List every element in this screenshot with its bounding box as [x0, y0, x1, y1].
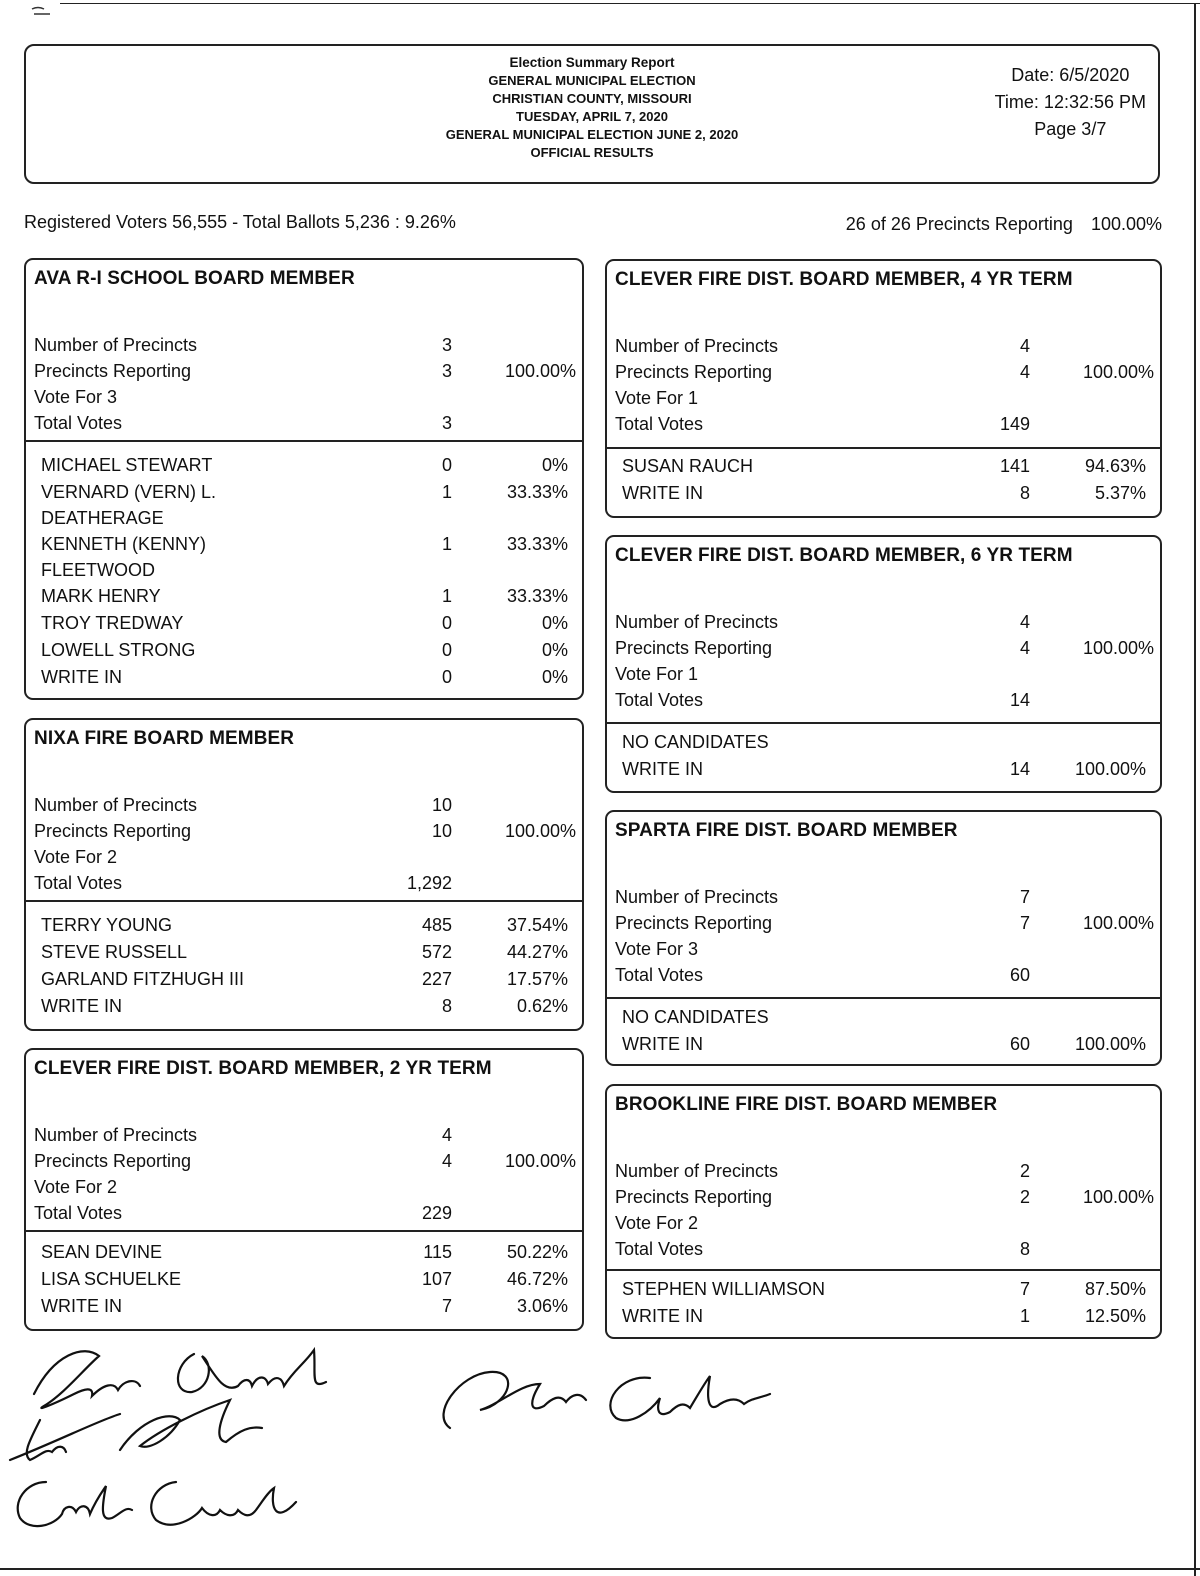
page-number: Page 3/7 — [1034, 119, 1107, 139]
race-stats — [607, 884, 1160, 988]
candidate-votes: 485 — [421, 915, 452, 935]
candidate-votes: 1 — [1019, 1306, 1030, 1326]
total-votes-row — [607, 1236, 1160, 1262]
precincts-reporting-row — [607, 1184, 1160, 1210]
race-divider — [26, 440, 582, 442]
stat-percent: 100.00% — [504, 1151, 576, 1171]
number-of-precincts-row — [26, 332, 582, 358]
stat-value: 4 — [441, 1125, 452, 1145]
candidate-percent: 100.00% — [1074, 759, 1146, 779]
candidate-name: WRITE IN — [622, 1034, 703, 1054]
race-divider — [26, 900, 582, 902]
candidate-votes: 227 — [421, 969, 452, 989]
candidate-votes: 60 — [1009, 1034, 1030, 1054]
candidate-percent: 0% — [541, 455, 568, 475]
stat-label: Number of Precincts — [34, 335, 198, 355]
candidate-name: NO CANDIDATES — [622, 732, 769, 752]
stat-label: Vote For 1 — [615, 388, 699, 408]
total-votes-row — [607, 411, 1160, 437]
stat-value: 4 — [1019, 336, 1030, 356]
candidate-percent: 0.62% — [516, 996, 568, 1016]
stat-label: Number of Precincts — [615, 612, 779, 632]
candidate-percent: 94.63% — [1084, 456, 1146, 476]
race-title: CLEVER FIRE DIST. BOARD MEMBER, 2 YR TERM — [34, 1058, 492, 1079]
candidate-name: SUSAN RAUCH — [622, 456, 754, 476]
race-box — [605, 259, 1162, 518]
precincts-reporting-pct: 100.00% — [1090, 214, 1162, 234]
stat-value: 60 — [1009, 965, 1030, 985]
candidate-row — [26, 1266, 582, 1293]
candidate-name: WRITE IN — [41, 996, 122, 1016]
candidate-percent: 0% — [541, 613, 568, 633]
precincts-reporting-row — [607, 635, 1160, 661]
candidate-percent: 87.50% — [1084, 1279, 1146, 1299]
candidate-votes: 8 — [1019, 483, 1030, 503]
registered-voters-summary: Registered Voters 56,555 - Total Ballots 5,236 : 9.26% — [24, 212, 456, 232]
candidate-name: VERNARD (VERN) L. DEATHERAGE — [41, 482, 217, 528]
election-date: TUESDAY, APRIL 7, 2020 — [516, 109, 668, 124]
number-of-precincts-row — [607, 333, 1160, 359]
total-votes-row — [607, 962, 1160, 988]
race-box — [24, 718, 584, 1031]
candidate-votes: 14 — [1009, 759, 1030, 779]
race-title: CLEVER FIRE DIST. BOARD MEMBER, 4 YR TERM — [615, 269, 1073, 290]
candidate-row — [26, 966, 582, 993]
results-status: OFFICIAL RESULTS — [530, 145, 654, 160]
candidate-row — [607, 729, 1160, 756]
race-stats — [607, 333, 1160, 437]
candidate-percent: 50.22% — [506, 1242, 568, 1262]
race-divider — [607, 722, 1160, 724]
stat-percent: 100.00% — [1082, 638, 1154, 658]
precincts-reporting-row — [26, 818, 582, 844]
candidate-percent: 12.50% — [1084, 1306, 1146, 1326]
right-border-line — [1194, 3, 1196, 1576]
number-of-precincts-row — [607, 609, 1160, 635]
candidate-row — [26, 1293, 582, 1320]
candidate-name: WRITE IN — [41, 1296, 122, 1316]
race-stats — [26, 332, 582, 436]
candidate-row — [26, 664, 582, 691]
number-of-precincts-row — [26, 792, 582, 818]
race-title: BROOKLINE FIRE DIST. BOARD MEMBER — [615, 1094, 998, 1115]
stat-label: Number of Precincts — [615, 336, 779, 356]
stat-label: Total Votes — [615, 690, 704, 710]
candidate-votes: 0 — [441, 667, 452, 687]
candidate-row — [607, 453, 1160, 480]
number-of-precincts-row — [607, 1158, 1160, 1184]
race-divider — [607, 997, 1160, 999]
stat-value: 2 — [1019, 1161, 1030, 1181]
stat-label: Precincts Reporting — [34, 821, 192, 841]
candidate-votes: 141 — [999, 456, 1030, 476]
candidate-votes: 0 — [441, 455, 452, 475]
stat-value: 3 — [441, 413, 452, 433]
stat-value: 10 — [431, 821, 452, 841]
stat-label: Vote For 2 — [615, 1213, 699, 1233]
stat-label: Number of Precincts — [615, 887, 779, 907]
stat-label: Total Votes — [615, 414, 704, 434]
candidate-row — [607, 1004, 1160, 1031]
report-title-block — [26, 54, 1158, 162]
candidate-name: LOWELL STRONG — [41, 640, 196, 660]
stat-label: Total Votes — [615, 965, 704, 985]
total-votes-row — [26, 410, 582, 436]
jurisdiction: CHRISTIAN COUNTY, MISSOURI — [492, 91, 692, 106]
stat-value: 8 — [1019, 1239, 1030, 1259]
candidate-name: MICHAEL STEWART — [41, 455, 213, 475]
scan-artifact-mark — [30, 6, 52, 16]
stat-value: 229 — [421, 1203, 452, 1223]
stat-label: Number of Precincts — [34, 795, 198, 815]
candidate-votes: 8 — [441, 996, 452, 1016]
report-header — [24, 44, 1160, 184]
candidate-row — [607, 1031, 1160, 1058]
candidate-list — [26, 1239, 582, 1320]
race-box — [605, 535, 1162, 793]
stat-value: 1,292 — [406, 873, 452, 893]
stat-value: 149 — [999, 414, 1030, 434]
candidate-votes: 115 — [423, 1242, 452, 1262]
candidate-votes: 572 — [421, 942, 452, 962]
candidate-votes: 1 — [441, 534, 452, 554]
stat-value: 4 — [441, 1151, 452, 1171]
candidate-row — [26, 531, 582, 583]
stat-label: Vote For 3 — [615, 939, 699, 959]
candidate-name: STEVE RUSSELL — [41, 942, 188, 962]
candidate-name: TERRY YOUNG — [41, 915, 173, 935]
candidate-row — [26, 1239, 582, 1266]
candidate-row — [26, 583, 582, 610]
stat-value: 7 — [1019, 887, 1030, 907]
race-divider — [26, 1230, 582, 1232]
candidate-row — [607, 756, 1160, 783]
candidate-row — [607, 1303, 1160, 1330]
candidate-percent: 46.72% — [506, 1269, 568, 1289]
vote-for-row — [26, 1174, 582, 1200]
vote-for-row — [607, 1210, 1160, 1236]
candidate-name: KENNETH (KENNY) FLEETWOOD — [41, 534, 207, 580]
candidate-row — [26, 610, 582, 637]
race-box — [24, 1048, 584, 1331]
stat-value: 3 — [441, 335, 452, 355]
top-border-line — [60, 3, 1200, 4]
stat-label: Total Votes — [34, 1203, 123, 1223]
stat-value: 7 — [1019, 913, 1030, 933]
candidate-list — [607, 453, 1160, 507]
signature-carla-essick — [6, 1462, 316, 1542]
stat-label: Precincts Reporting — [615, 362, 773, 382]
election-subtitle: GENERAL MUNICIPAL ELECTION JUNE 2, 2020 — [445, 127, 739, 142]
stat-label: Number of Precincts — [34, 1125, 198, 1145]
candidate-votes: 7 — [441, 1296, 452, 1316]
election-name: GENERAL MUNICIPAL ELECTION — [488, 73, 696, 88]
stat-label: Number of Precincts — [615, 1161, 779, 1181]
candidate-percent: 33.33% — [506, 586, 568, 606]
stat-label: Precincts Reporting — [615, 913, 773, 933]
report-title: Election Summary Report — [509, 55, 675, 70]
candidate-row — [26, 993, 582, 1020]
candidate-name: GARLAND FITZHUGH III — [41, 969, 245, 989]
candidate-percent: 100.00% — [1074, 1034, 1146, 1054]
stat-label: Precincts Reporting — [615, 638, 773, 658]
vote-for-row — [607, 385, 1160, 411]
precincts-reporting-row — [607, 359, 1160, 385]
race-stats — [26, 792, 582, 896]
precincts-reporting-row — [607, 910, 1160, 936]
candidate-percent: 17.57% — [506, 969, 568, 989]
candidate-list — [26, 912, 582, 1020]
candidate-percent: 5.37% — [1094, 483, 1146, 503]
candidate-votes: 107 — [421, 1269, 452, 1289]
candidate-name: STEPHEN WILLIAMSON — [622, 1279, 826, 1299]
candidate-votes: 1 — [441, 482, 452, 502]
precincts-reporting-summary — [846, 214, 1162, 235]
stat-value: 10 — [431, 795, 452, 815]
candidate-row — [26, 912, 582, 939]
candidate-name: WRITE IN — [41, 667, 122, 687]
total-votes-row — [26, 1200, 582, 1226]
precincts-reporting-row — [26, 358, 582, 384]
race-divider — [607, 447, 1160, 449]
stat-label: Vote For 2 — [34, 847, 118, 867]
candidate-percent: 0% — [541, 640, 568, 660]
stat-percent: 100.00% — [504, 821, 576, 841]
candidate-percent: 33.33% — [506, 534, 568, 554]
candidate-votes: 0 — [441, 613, 452, 633]
candidate-percent: 37.54% — [506, 915, 568, 935]
race-box — [605, 810, 1162, 1066]
precincts-reporting-row — [26, 1148, 582, 1174]
stat-value: 3 — [441, 361, 452, 381]
stat-label: Total Votes — [34, 413, 123, 433]
vote-for-row — [26, 384, 582, 410]
race-divider — [607, 1269, 1160, 1271]
stat-percent: 100.00% — [1082, 362, 1154, 382]
report-time: Time: 12:32:56 PM — [994, 92, 1146, 112]
total-votes-row — [26, 870, 582, 896]
number-of-precincts-row — [607, 884, 1160, 910]
stat-value: 4 — [1019, 362, 1030, 382]
bottom-border-line — [0, 1568, 1200, 1570]
stat-label: Precincts Reporting — [615, 1187, 773, 1207]
candidate-votes: 0 — [441, 640, 452, 660]
candidate-percent: 33.33% — [506, 482, 568, 502]
candidate-name: LISA SCHUELKE — [41, 1269, 182, 1289]
candidate-name: SEAN DEVINE — [41, 1242, 163, 1262]
race-box — [605, 1084, 1162, 1339]
stat-label: Vote For 1 — [615, 664, 699, 684]
stat-label: Precincts Reporting — [34, 1151, 192, 1171]
candidate-row — [607, 1276, 1160, 1303]
vote-for-row — [607, 661, 1160, 687]
candidate-percent: 3.06% — [516, 1296, 568, 1316]
stat-value: 14 — [1009, 690, 1030, 710]
stat-percent: 100.00% — [1082, 1187, 1154, 1207]
stat-label: Vote For 3 — [34, 387, 118, 407]
stat-label: Vote For 2 — [34, 1177, 118, 1197]
report-date: Date: 6/5/2020 — [1011, 65, 1130, 85]
race-stats — [26, 1122, 582, 1226]
candidate-name: WRITE IN — [622, 759, 703, 779]
candidate-votes: 7 — [1019, 1279, 1030, 1299]
candidate-row — [26, 479, 582, 531]
precincts-reporting-text: 26 of 26 Precincts Reporting — [845, 214, 1073, 234]
candidate-row — [26, 637, 582, 664]
candidate-list — [607, 729, 1160, 783]
stat-label: Total Votes — [615, 1239, 704, 1259]
candidate-list — [26, 452, 582, 691]
stat-label: Total Votes — [34, 873, 123, 893]
stat-value: 4 — [1019, 638, 1030, 658]
candidate-percent: 44.27% — [506, 942, 568, 962]
candidate-name: TROY TREDWAY — [41, 613, 184, 633]
total-votes-row — [607, 687, 1160, 713]
number-of-precincts-row — [26, 1122, 582, 1148]
candidate-name: WRITE IN — [622, 1306, 703, 1326]
vote-for-row — [26, 844, 582, 870]
race-title: SPARTA FIRE DIST. BOARD MEMBER — [615, 820, 958, 841]
candidate-row — [26, 939, 582, 966]
stat-percent: 100.00% — [1082, 913, 1154, 933]
race-box — [24, 258, 584, 700]
race-stats — [607, 1158, 1160, 1262]
candidate-percent: 0% — [541, 667, 568, 687]
stat-percent: 100.00% — [504, 361, 576, 381]
stat-value: 4 — [1019, 612, 1030, 632]
candidate-list — [607, 1004, 1160, 1058]
race-title: NIXA FIRE BOARD MEMBER — [34, 728, 295, 749]
candidate-name: NO CANDIDATES — [622, 1007, 769, 1027]
stat-label: Precincts Reporting — [34, 361, 192, 381]
candidate-row — [26, 452, 582, 479]
report-meta — [995, 62, 1146, 143]
candidate-list — [607, 1276, 1160, 1330]
signature-graham — [420, 1354, 780, 1444]
race-stats — [607, 609, 1160, 713]
candidate-votes: 1 — [441, 586, 452, 606]
stat-value: 2 — [1019, 1187, 1030, 1207]
signature-middle-initials — [0, 1390, 290, 1470]
race-title: CLEVER FIRE DIST. BOARD MEMBER, 6 YR TERM — [615, 545, 1073, 566]
candidate-name: WRITE IN — [622, 483, 703, 503]
candidate-name: MARK HENRY — [41, 586, 161, 606]
race-title: AVA R-I SCHOOL BOARD MEMBER — [34, 268, 355, 289]
vote-for-row — [607, 936, 1160, 962]
candidate-row — [607, 480, 1160, 507]
